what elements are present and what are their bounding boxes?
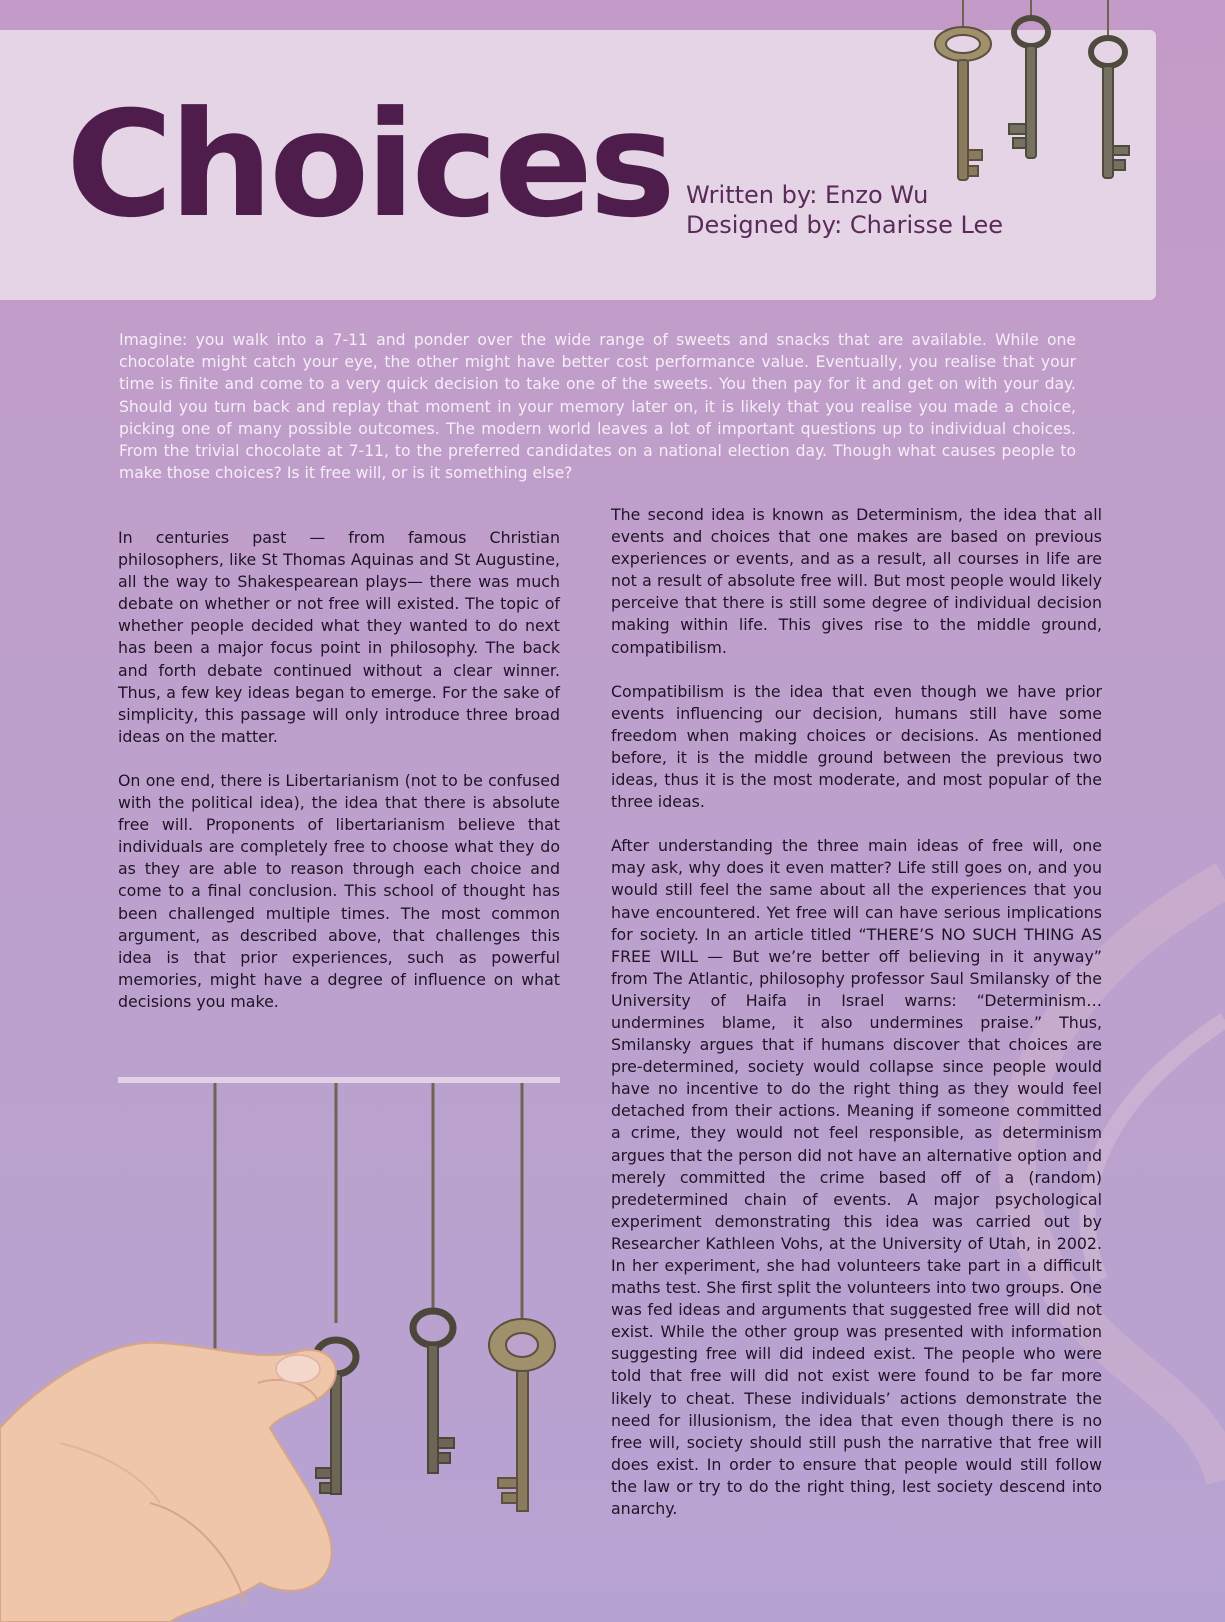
hand-holding-keys-icon [0, 1083, 600, 1622]
paragraph: The second idea is known as Determinism, the idea that all events and choices that one makes are based on previous experiences or events, and as a result, all courses in life are not a result of absolute free will. But most people would likely perceive that there is still some degree of individual decision making within life. This gives rise to the middle ground, compatibilism. [611, 505, 1102, 657]
hand-icon [0, 1343, 336, 1622]
intro-paragraph: Imagine: you walk into a 7-11 and ponder over the wide range of sweets and snacks that are available. While one chocolate might catch your eye, the other might have better cost performance value. Eventually, you realise that your time is finite and come to a very quick decision to take one of the sweets. You then pay for it and get on with your day. Should you turn back and replay that moment in your memory later on, it is likely that you realise you made a choice, picking one of many possible outcomes. The modern world leaves a lot of important questions up to individual choices. From the trivial chocolate at 7-11, to the preferred candidates on a national election day. Though what causes people to make those choices? Is it free will, or is it something else? [119, 331, 1076, 483]
article-title: Choices [66, 80, 672, 250]
designed-by: Designed by: Charisse Lee [686, 211, 1003, 239]
hanging-keys-icon [905, 0, 1135, 200]
paragraph: Compatibilism is the idea that even though we have prior events influencing our decision, humans still have some freedom when making choices or decisions. As mentioned before, it is the middle ground between the previous two ideas, thus it is the most moderate, and most popular of the three ideas. [611, 681, 1102, 812]
paragraph: After understanding the three main ideas of free will, one may ask, why does it even matter? Life still goes on, and you would still feel the same about all the experiences that you have encountered. Yet free will can have serious implications for society. In an article titled “THERE’S NO SUCH THING AS FREE WILL — But we’re better off believing in it anyway” from The Atlantic, philosophy professor Saul Smilansky of the University of Haifa in Israel warns: “Determinism…undermines blame, it also undermines praise.” Thus, Smilansky argues that if humans discover that choices are pre-determined, society would collapse since people would have no incentive to do the right thing as they would feel detached from their actions. Meaning if someone committed a crime, they would not feel responsible, as determinism argues that the person did not have an alternative option and merely committed the crime based off of a (random) predetermined chain of events. A major psychological experiment demonstrating this idea was carried out by Researcher Kathleen Vohs, at the University of Utah, in 2002. In her experiment, she had volunteers take part in a difficult maths test. She first split the volunteers into two groups. One was fed ideas and arguments that suggested free will did not exist. While the other group was presented with information suggesting free will did indeed exist. The people who were told that free will did not exist were found to be far more likely to cheat. These individuals’ actions demonstrate the need for illusionism, the idea that even though there is no free will, society should still push the narrative that free will does exist. In order to ensure that people would still follow the law or try to do the right thing, lest society descend into anarchy. [611, 836, 1102, 1519]
written-by: Written by: Enzo Wu [686, 181, 929, 209]
right-column [611, 504, 1102, 1542]
left-column [118, 527, 560, 1035]
paragraph: On one end, there is Libertarianism (not to be confused with the political idea), the idea that there is absolute free will. Proponents of libertarianism believe that individuals are completely free to choose what they do as they are able to reason through each choice and come to a final conclusion. This school of thought has been challenged multiple times. The most common argument, as described above, that challenges this idea is that prior experiences, such as powerful memories, might have a degree of influence on what decisions you make. [118, 770, 560, 1011]
paragraph: In centuries past — from famous Christian philosophers, like St Thomas Aquinas and St Augustine, all the way to Shakespearean plays— there was much debate on whether or not free will existed. The topic of whether people decided what they wanted to do next has been a major focus point in philosophy. The back and forth debate continued without a clear winner. Thus, a few key ideas began to emerge. For the sake of simplicity, this passage will only introduce three broad ideas on the matter. [118, 528, 560, 746]
